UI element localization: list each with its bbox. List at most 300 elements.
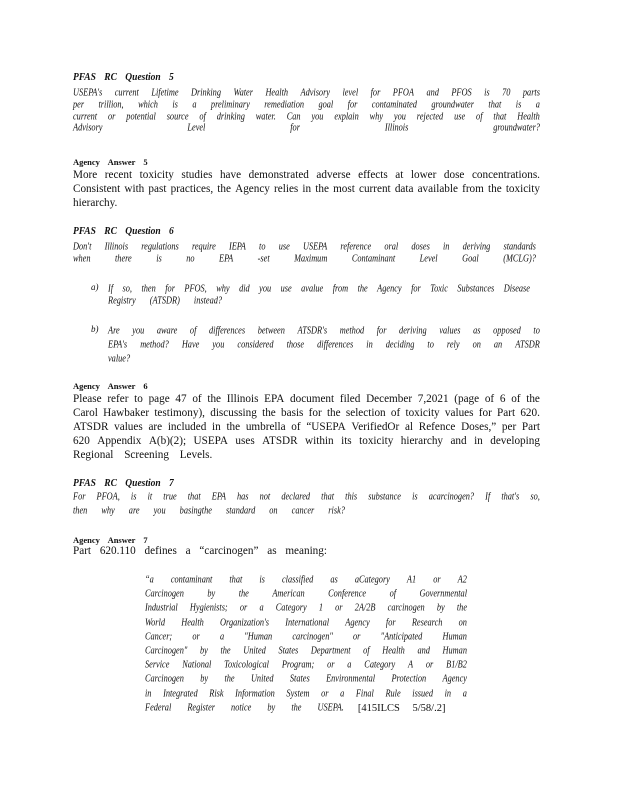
- word: the: [238, 588, 249, 599]
- text-line: [145, 588, 467, 599]
- word: basis: [281, 407, 304, 419]
- text-line: [73, 491, 540, 502]
- word: as: [330, 574, 338, 585]
- text-line: [108, 339, 540, 350]
- word: Agency: [345, 616, 370, 628]
- word: of: [291, 421, 301, 433]
- word: "Anticipated: [380, 630, 423, 642]
- word: has: [237, 491, 249, 502]
- text-line: Registry (ATSDR) instead?: [108, 295, 223, 306]
- word: classified: [281, 574, 314, 585]
- word: States: [278, 645, 299, 656]
- word: Doses,”: [461, 421, 497, 433]
- word: Carol: [73, 407, 98, 419]
- word: opposed: [493, 325, 521, 336]
- word: for: [308, 407, 322, 419]
- word: source: [166, 110, 189, 122]
- word: for: [165, 283, 175, 294]
- text-line: value?: [108, 353, 131, 364]
- word: Part: [521, 421, 540, 433]
- word: groundwater: [431, 98, 474, 110]
- word: Protection: [391, 673, 427, 685]
- word: EPA: [219, 253, 234, 264]
- text-line: [73, 87, 540, 98]
- word: differences: [209, 325, 246, 336]
- word: or: [433, 574, 441, 585]
- word: contaminant: [170, 574, 213, 585]
- word: in: [212, 421, 221, 433]
- word: PFOA,: [96, 491, 120, 502]
- word: deriving: [399, 325, 427, 336]
- word: when: [73, 253, 91, 264]
- word: Agency: [235, 183, 270, 196]
- word: or: [108, 110, 116, 122]
- word: IEPA: [228, 241, 246, 252]
- word: filed: [339, 393, 361, 405]
- text-line: [145, 617, 467, 628]
- word: deriving: [462, 241, 491, 252]
- word: in: [442, 241, 450, 252]
- word: adverse: [316, 169, 351, 181]
- word: States: [289, 673, 310, 685]
- text-line: [108, 283, 530, 294]
- word: parts: [522, 87, 540, 98]
- word: use: [280, 283, 292, 294]
- word: and: [417, 645, 430, 656]
- word: Rule: [385, 687, 401, 699]
- word: of: [390, 407, 401, 419]
- word: is: [156, 253, 162, 264]
- word: Advisory: [73, 122, 103, 134]
- word: goal: [318, 98, 334, 110]
- text-line: [145, 631, 467, 642]
- text-line: [73, 99, 540, 110]
- word: substance: [368, 491, 401, 502]
- word: ATSDR: [515, 339, 540, 350]
- word: United: [243, 645, 266, 656]
- word: to: [259, 241, 266, 252]
- word: not: [259, 491, 271, 502]
- word: acarcinogen?: [428, 491, 475, 502]
- word: no: [186, 253, 195, 264]
- word: For: [73, 491, 86, 502]
- word: Maximum: [294, 253, 328, 264]
- word: so,: [530, 491, 540, 502]
- word: Part: [497, 407, 516, 419]
- word: Are: [108, 325, 120, 336]
- word: Conference: [328, 588, 367, 599]
- word: uses: [235, 435, 255, 447]
- word: the: [207, 393, 222, 405]
- word: dose: [443, 169, 465, 181]
- text-line: [73, 169, 540, 181]
- word: there: [115, 253, 132, 264]
- word: is: [412, 491, 418, 502]
- word: ATSDR's: [297, 325, 328, 336]
- word: the: [226, 421, 241, 433]
- word: Substances: [457, 283, 495, 294]
- word: PFOS,: [184, 283, 207, 294]
- word: or: [335, 602, 343, 614]
- word: PFOA: [392, 87, 414, 98]
- word: is: [130, 491, 137, 502]
- word: rejected: [416, 110, 444, 122]
- word: Don't: [73, 241, 92, 252]
- word: in: [444, 687, 452, 699]
- word: a: [192, 98, 197, 110]
- word: Illinois: [384, 122, 409, 134]
- word: Organization's: [220, 616, 269, 628]
- word: per: [73, 98, 85, 110]
- question-6a-label: a): [91, 282, 99, 292]
- word: ATSDR: [73, 421, 109, 433]
- word: 620: [73, 435, 90, 447]
- word: page: [148, 393, 170, 405]
- word: for: [290, 122, 300, 134]
- word: or: [327, 659, 335, 670]
- word: and: [450, 435, 467, 447]
- word: demonstrated: [248, 169, 309, 181]
- word: Governmental: [419, 588, 467, 599]
- word: use: [278, 241, 290, 252]
- word: Appendix: [97, 435, 142, 447]
- word: explain: [334, 110, 359, 122]
- word: a: [259, 602, 264, 614]
- word: by: [207, 588, 216, 599]
- word: Health: [181, 616, 204, 628]
- word: issued: [412, 687, 434, 699]
- word: USEPA's: [73, 87, 103, 98]
- word: studies: [181, 169, 213, 181]
- word: of: [189, 325, 197, 336]
- word: or: [239, 602, 248, 614]
- word: have: [219, 169, 242, 181]
- word: A: [408, 659, 414, 670]
- word: Agency: [377, 283, 402, 294]
- word: potential: [126, 110, 156, 122]
- word: discussing: [210, 407, 257, 419]
- word: Water: [233, 87, 253, 98]
- word: groundwater?: [493, 122, 540, 134]
- word: avalue: [301, 283, 324, 294]
- definition-quote-last-text: Federal Register notice by the USEPA.: [145, 702, 344, 713]
- word: you: [259, 283, 272, 294]
- word: current: [358, 183, 391, 196]
- word: by: [436, 602, 445, 614]
- word: level: [342, 87, 359, 98]
- word: Toxicological: [224, 659, 269, 670]
- text-line: [145, 602, 467, 613]
- word: -set: [257, 253, 270, 264]
- word: refer: [107, 393, 129, 405]
- word: for: [376, 325, 387, 336]
- word: require: [191, 241, 216, 252]
- answer-7-intro: Part 620.110 defines a “carcinogen” as meaning:: [73, 545, 327, 557]
- word: trillion,: [98, 98, 124, 110]
- word: from: [332, 283, 349, 294]
- word: values: [439, 325, 461, 336]
- word: contaminated: [371, 98, 417, 110]
- word: of: [476, 110, 483, 122]
- word: Research: [411, 616, 443, 628]
- answer-6-heading: Agency Answer 6: [73, 381, 148, 391]
- word: drinking: [216, 110, 245, 122]
- word: past: [148, 183, 167, 196]
- word: relies: [274, 183, 299, 196]
- word: Can: [286, 110, 301, 122]
- word: most: [333, 183, 355, 196]
- word: “a: [145, 574, 154, 585]
- word: for: [478, 407, 492, 419]
- word: A2: [457, 574, 467, 585]
- word: al: [404, 421, 414, 433]
- word: "Human: [244, 630, 273, 642]
- question-6-heading: PFAS RC Question 6: [73, 226, 174, 238]
- word: Refence: [418, 421, 456, 433]
- word: Carcinogen": [145, 645, 188, 656]
- word: 6: [499, 393, 506, 405]
- word: that: [493, 110, 507, 122]
- word: that's: [501, 491, 520, 502]
- word: by: [199, 645, 208, 656]
- word: that: [187, 491, 201, 502]
- word: in: [366, 339, 373, 350]
- text-line: [73, 421, 540, 433]
- word: Illinois: [226, 393, 259, 405]
- word: of: [199, 110, 206, 122]
- word: A1: [406, 574, 417, 585]
- word: true: [163, 491, 177, 502]
- text-line: [145, 688, 467, 699]
- word: Please: [73, 393, 102, 405]
- word: Industrial: [145, 602, 178, 614]
- word: selection: [345, 407, 386, 419]
- word: Final: [355, 687, 374, 699]
- word: the: [315, 183, 329, 196]
- word: to: [134, 393, 143, 405]
- word: USEPA: [302, 241, 328, 252]
- text-line: [145, 574, 467, 585]
- word: on: [472, 339, 481, 350]
- word: of: [363, 645, 370, 656]
- word: at: [395, 169, 404, 181]
- word: is: [515, 98, 522, 110]
- text-line: [73, 407, 540, 419]
- text-line: [145, 645, 467, 656]
- word: declared: [281, 491, 311, 502]
- word: Environmental: [326, 673, 376, 685]
- word: Carcinogen: [145, 673, 184, 685]
- word: as: [473, 325, 481, 336]
- text-line: [73, 435, 540, 447]
- word: available: [417, 183, 458, 196]
- text-line: [145, 659, 467, 670]
- word: Toxic: [430, 283, 448, 294]
- word: within: [305, 435, 334, 447]
- word: for: [370, 87, 381, 98]
- word: method: [339, 325, 365, 336]
- word: A(b)(2);: [148, 435, 187, 447]
- word: its: [341, 435, 352, 447]
- word: Risk: [209, 687, 224, 699]
- question-5-heading: PFAS RC Question 5: [73, 72, 174, 84]
- word: Carcinogen: [145, 588, 184, 599]
- word: regulations: [141, 241, 179, 252]
- answer-5-heading: Agency Answer 5: [73, 157, 148, 167]
- text-line: hierarchy.: [73, 197, 118, 210]
- word: American: [272, 588, 305, 599]
- word: a: [535, 98, 540, 110]
- word: to: [533, 325, 540, 336]
- word: 1: [318, 602, 323, 614]
- word: testimony),: [154, 407, 205, 419]
- word: you: [311, 110, 324, 122]
- word: you: [132, 325, 145, 336]
- word: Human: [442, 645, 467, 656]
- word: 47: [175, 393, 187, 405]
- word: are: [148, 421, 163, 433]
- word: Health: [382, 645, 405, 656]
- word: umbrella: [245, 421, 286, 433]
- word: or: [321, 687, 329, 699]
- word: included: [167, 421, 207, 433]
- word: the: [326, 407, 341, 419]
- word: is: [172, 98, 178, 110]
- word: carcinogen": [292, 630, 333, 642]
- word: Level: [187, 122, 206, 134]
- word: or: [425, 659, 434, 670]
- word: USEPA: [193, 435, 228, 447]
- word: aware: [156, 325, 178, 336]
- word: differences: [317, 339, 354, 350]
- word: a: [347, 659, 352, 670]
- word: (MCLG)?: [503, 253, 536, 264]
- text-line: [145, 673, 467, 684]
- word: System: [286, 687, 310, 699]
- word: Advisory: [300, 87, 330, 98]
- word: Illinois: [104, 241, 129, 252]
- word: 2A/2B: [354, 602, 376, 614]
- word: so,: [122, 283, 132, 294]
- word: values: [444, 407, 474, 419]
- word: United: [250, 673, 274, 685]
- word: a: [219, 630, 225, 642]
- word: current: [73, 110, 98, 122]
- word: in: [302, 183, 312, 196]
- word: that: [488, 98, 502, 110]
- word: that: [229, 574, 243, 585]
- definition-quote-last-line: [145, 702, 467, 715]
- word: 620.: [520, 407, 540, 419]
- word: in: [145, 687, 152, 699]
- word: the: [217, 183, 231, 196]
- word: for: [385, 616, 396, 628]
- word: PFOS: [451, 87, 472, 98]
- word: of: [389, 588, 397, 599]
- word: oral: [384, 241, 399, 252]
- word: deciding: [385, 339, 415, 350]
- word: practices,: [170, 183, 214, 196]
- word: water.: [255, 110, 276, 122]
- word: or: [353, 630, 361, 642]
- word: values: [114, 421, 143, 433]
- word: that: [321, 491, 335, 502]
- word: document: [290, 393, 335, 405]
- text-line: [73, 393, 540, 405]
- word: the: [526, 393, 540, 405]
- word: Health: [517, 110, 540, 122]
- word: toxicity: [139, 169, 174, 181]
- word: in: [474, 435, 483, 447]
- word: from: [462, 183, 484, 196]
- word: the: [262, 407, 276, 419]
- text-line: [73, 183, 540, 195]
- word: standards: [503, 241, 536, 252]
- word: Information: [235, 687, 275, 699]
- word: or: [192, 630, 200, 642]
- word: the: [224, 673, 235, 685]
- word: VerifiedOr: [351, 421, 400, 433]
- word: World: [145, 616, 165, 628]
- word: a: [462, 687, 467, 699]
- word: is: [259, 574, 265, 585]
- word: Department: [310, 645, 351, 656]
- word: Goal: [462, 253, 479, 264]
- word: data: [394, 183, 414, 196]
- text-line: [73, 253, 536, 264]
- word: recent: [104, 169, 133, 181]
- text-line: [73, 241, 536, 252]
- answer-7-heading: Agency Answer 7: [73, 535, 148, 545]
- word: If: [108, 283, 114, 294]
- word: considered: [237, 339, 274, 350]
- word: Lifetime: [151, 87, 179, 98]
- word: reference: [340, 241, 372, 252]
- word: December: [366, 393, 413, 405]
- word: concentrations.: [471, 169, 540, 181]
- word: International: [285, 616, 330, 628]
- word: Hawbaker: [103, 407, 150, 419]
- word: 7,2021: [417, 393, 449, 405]
- word: why: [369, 110, 384, 122]
- word: current: [114, 87, 139, 98]
- word: B1/B2: [446, 659, 467, 670]
- word: Integrated: [163, 687, 198, 699]
- question-6b-label: b): [91, 324, 99, 334]
- word: If: [485, 491, 491, 502]
- word: Consistent: [73, 183, 121, 196]
- word: National: [182, 659, 212, 670]
- word: use: [454, 110, 466, 122]
- text-line: Regional Screening Levels.: [73, 449, 213, 461]
- word: toxicity: [405, 407, 440, 419]
- word: those: [286, 339, 305, 350]
- word: for: [347, 98, 358, 110]
- word: (page: [454, 393, 480, 405]
- word: “USEPA: [306, 421, 346, 433]
- word: and: [426, 87, 439, 98]
- word: developing: [490, 435, 540, 447]
- citation: [415ILCS 5/58/.2]: [357, 702, 446, 715]
- word: effects: [358, 169, 388, 181]
- word: Category: [275, 602, 307, 614]
- word: Have: [181, 339, 200, 350]
- word: the: [456, 602, 467, 614]
- word: preliminary: [210, 98, 250, 110]
- word: between: [257, 325, 285, 336]
- word: with: [124, 183, 145, 196]
- text-line: [108, 325, 540, 336]
